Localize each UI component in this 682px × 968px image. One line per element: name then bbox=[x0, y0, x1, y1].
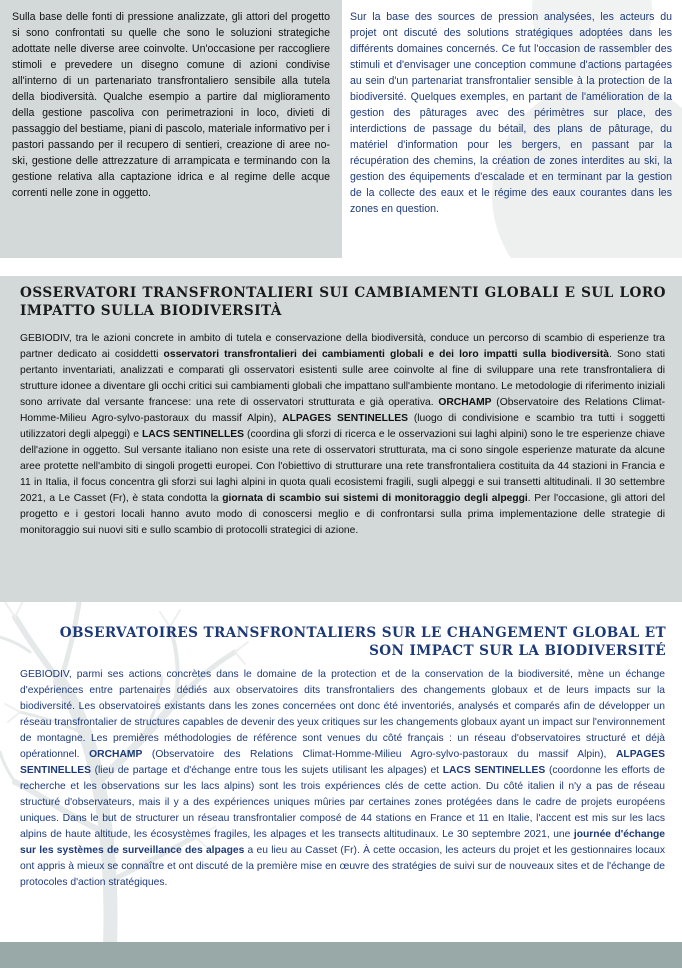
footer-band bbox=[0, 942, 682, 968]
french-intro-column bbox=[342, 0, 682, 258]
italian-section-paragraph bbox=[20, 331, 665, 539]
text-run: (luogo di condivisione e scambio tra tutti i soggetti utilizzatori degli alpeggi) e bbox=[20, 413, 665, 440]
bold-term: osservatori transfrontalieri dei cambiamenti globali e dei loro impatti sulla biodiversità bbox=[163, 349, 609, 360]
text-run: GEBIODIV, tra le azioni concrete in ambito di tutela e conservazione della biodiversità, conduce un percorso di scambio di esperienze tra partner dedicato ai cosiddetti bbox=[20, 333, 665, 360]
bold-term: ALPAGES SENTINELLES bbox=[282, 413, 408, 424]
text-run: (Observatoire des Relations Climat-Homme-Milieu Agro-sylvo-pastoraux du massif Alpin), bbox=[142, 749, 616, 760]
intro-section bbox=[0, 0, 682, 258]
italian-intro-column bbox=[0, 0, 342, 258]
bold-term: LACS SENTINELLES bbox=[442, 765, 546, 776]
text-run: a eu lieu au Casset (Fr). À cette occasion, les acteurs du projet et les gestionnaires locaux ont appris à mieux se connaître et ont discuté de la première mise en œuvre des stratégies de suivi sur de nouveaux sites et de l'échange de protocoles d'action stratégiques. bbox=[20, 845, 665, 888]
text-run: (coordonne les efforts de recherche et les observations sur les lacs alpins) sont les trois expériences clés de cette action. Du côté italien il n'y a pas de réseau structuré d'observateurs, mais il y a des expériences uniques mûries par certaines zones protégées dans le cadre de projets européens uniques. Dans le but de structurer un réseau transfrontalier composé de 44 stations en France et 11 en Italie, l'accent est mis sur les lacs alpins de haute altitude, les écosystèmes fragiles, les alpages et les transects altitudinaux. Le 30 septembre 2021, une bbox=[20, 765, 666, 840]
bold-term: ORCHAMP bbox=[89, 749, 143, 760]
french-section-heading: OBSERVATOIRES TRANSFRONTALIERS SUR LE CHANGEMENT GLOBAL ET SON IMPACT SUR LA BIODIVERSITÉ bbox=[59, 625, 666, 659]
french-observatories-section bbox=[0, 602, 682, 942]
text-run: (coordina gli sforzi di ricerca e le osservazioni sui laghi alpini) sono le tre esperienze chiave dell'azione in oggetto. Sul versante italiano non esiste una rete di osservatori strutturata, ma ci sono singole esperienze maturate da alcune aree protette nell'ambito di singoli progetti europei. Con l'obiettivo di strutturare una rete transfrontaliera costituita da 44 stazioni in Francia e 11 in Italia, il focus concentra gli sforzi sui laghi alpini in quota quali ecosistemi fragili, sugli alpeggi e sui transetti altitudinali. Il 30 settembre 2021, a Le Casset (Fr), è stata condotta la bbox=[20, 429, 665, 504]
text-run: . Per l'occasione, gli attori del progetto e i gestori locali hanno avuto modo di conoscersi meglio e di confrontarsi sulla prima implementazione delle strategie di monitoraggio sui nuovi siti e sullo scambio di protocolli strategici di azione. bbox=[20, 493, 666, 536]
bold-term: journée d'échange sur les systèmes de surveillance des alpages bbox=[20, 829, 665, 856]
text-run: GEBIODIV, parmi ses actions concrètes dans le domaine de la protection et de la conservation de la biodiversité, mène un échange d'expériences entre partenaires dédiés aux observatoires dits transfrontaliers des changements globaux et de leurs impacts sur la biodiversité. Les observatoires existants dans les zones concernées ont donc été inventoriés, analysés et comparés afin de développer un réseau transfrontalier de structures capables de devenir des yeux critiques sur les changements globaux ayant un impact sur l'environnement de montagne. Les premières méthodologies de référence sont venues du côté français : un réseau d'observatoires structuré et déjà opérationnel. bbox=[20, 669, 665, 760]
text-run: . Sono stati pertanto inventariati, analizzati e comparati gli osservatori esistenti sulle aree coinvolte al fine di sviluppare una rete transfrontaliera di strutture idonee a diventare gli occhi critici sui cambiamenti globali che impattano sull'ambiente montano. Le metodologie di riferimento iniziali sono arrivate dal versante francese: una rete di osservatori strutturata e già operativa. bbox=[20, 349, 666, 408]
french-intro-paragraph: Sur la base des sources de pression analysées, les acteurs du projet ont discuté des solutions stratégiques adoptées dans les différents domaines concernés. Ce fut l'occasion de rassembler des stimuli et d'envisager une conception commune d'actions partagées au sein d'un partenariat transfrontalier sensible à la protection de la biodiversité. Quelques exemples, en partant de l'amélioration de la gestion des pâturages avec des périmètres sur place, des interdictions de passage du bétail, des plans de pâturage, du matériel d'information pour les bergers, en passant par la récupération des chemins, la création de zones interdites au ski, la gestion des équipements d'escalade et en terminant par la gestion de la collecte des eaux et le régime des eaux courantes dans les zones en question. bbox=[350, 11, 672, 215]
text-run: (lieu de partage et d'échange entre tous les sujets utilisant les alpages) et bbox=[90, 765, 443, 776]
italian-section-heading: OSSERVATORI TRANSFRONTALIERI SUI CAMBIAMENTI GLOBALI E SUL LORO IMPATTO SULLA BIODIVERSITÀ bbox=[20, 285, 666, 319]
french-section-paragraph bbox=[20, 667, 665, 891]
bold-term: LACS SENTINELLES bbox=[142, 429, 244, 440]
italian-intro-paragraph: Sulla base delle fonti di pressione analizzate, gli attori del progetto si sono confrontati su quelle che sono le soluzioni strategiche adottate nelle diverse aree coinvolte. Un'occasione per raccogliere stimoli e prevedere un disegno comune di azioni condivise all'interno di un partenariato transfrontaliero sensibile alla tutela della biodiversità. Qualche esempio a partire dal miglioramento della gestione pascoliva con perimetrazioni in loco, divieti di passaggio del bestiame, piani di pascolo, materiale informativo per i pastori passando per il recupero di sentieri, creazione di aree no-ski, gestione delle attrezzature di arrampicata e terminando con la gestione relativa alla captazione idrica e al regime delle acque correnti nelle zone in oggetto. bbox=[12, 11, 330, 199]
bold-term: giornata di scambio sui sistemi di monitoraggio degli alpeggi bbox=[222, 493, 528, 504]
bold-term: ALPAGES SENTINELLES bbox=[20, 749, 665, 776]
italian-observatories-section bbox=[0, 276, 682, 602]
text-run: (Observatoire des Relations Climat-Homme-Milieu Agro-sylvo-pastoraux du massif Alpin), bbox=[20, 397, 666, 424]
bold-term: ORCHAMP bbox=[438, 397, 492, 408]
